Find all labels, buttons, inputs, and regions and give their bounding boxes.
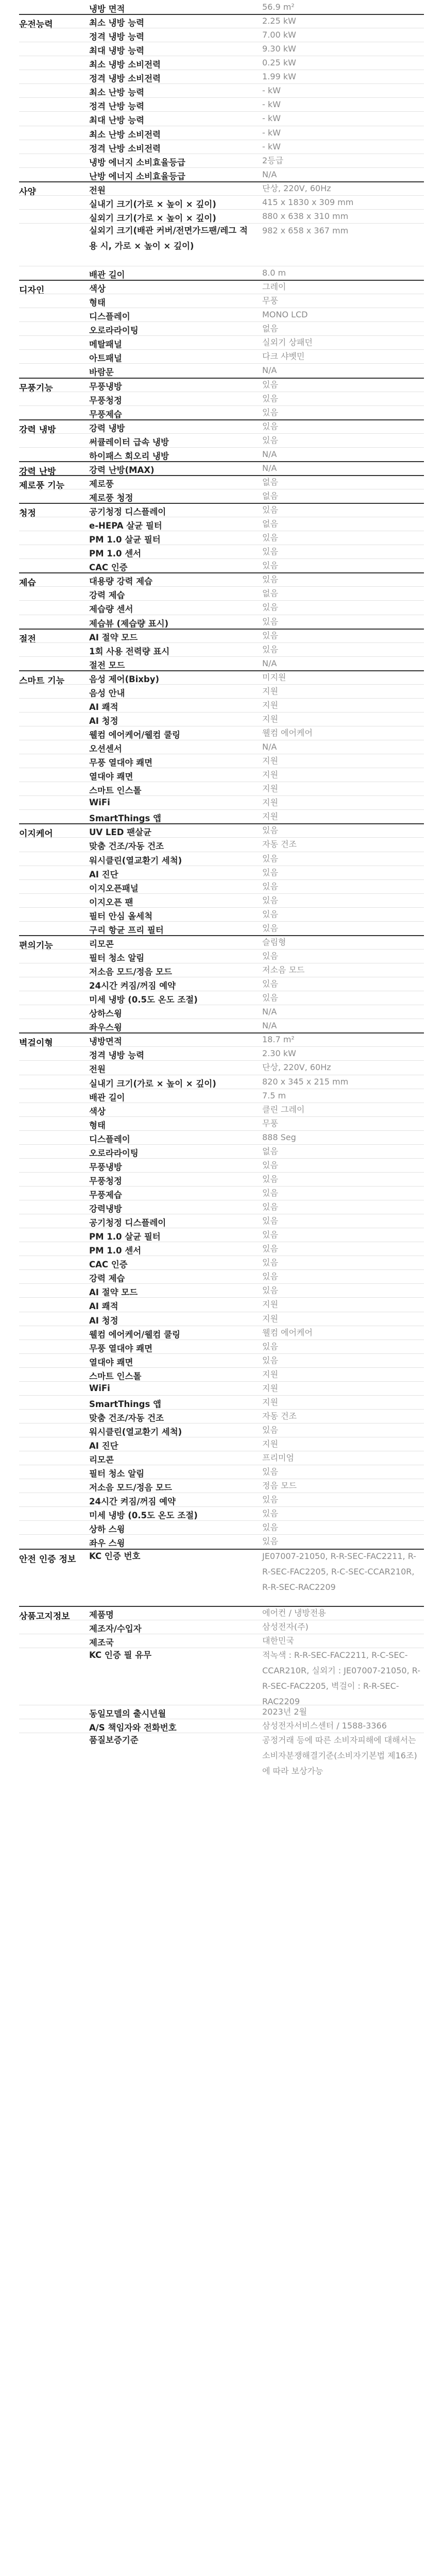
spec-value: 있음	[262, 1285, 278, 1296]
spec-label: 이지오픈패널	[89, 883, 139, 893]
spec-label: 최대 난방 능력	[89, 115, 145, 126]
spec-label: 최소 난방 소비전력	[89, 129, 161, 140]
spec-label: 필터 청소 알림	[89, 953, 145, 963]
spec-label: 최대 냉방 능력	[89, 46, 145, 56]
spec-value: 있음	[262, 825, 278, 836]
spec-label: AI 진단	[89, 1441, 118, 1451]
spec-value: 7.00 kW	[262, 30, 296, 40]
spec-value: 단상, 220V, 60Hz	[262, 1062, 331, 1073]
spec-label: 무풍제습	[89, 1190, 122, 1200]
spec-label: 최소 냉방 소비전력	[89, 60, 161, 70]
spec-value: N/A	[262, 449, 277, 459]
spec-value: 자동 건조	[262, 839, 297, 850]
spec-label: 제조국	[89, 1637, 114, 1648]
spec-value: 있음	[262, 895, 278, 905]
spec-label: 제품명	[89, 1609, 114, 1620]
spec-value: 있음	[262, 993, 278, 1003]
section-category: 무풍기능	[19, 383, 53, 394]
spec-value: 지원	[262, 700, 278, 710]
spec-label: AI 절약 모드	[89, 632, 138, 642]
spec-label: 상하스윙	[89, 1009, 122, 1019]
spec-value: 다크 샤벳민	[262, 351, 305, 362]
spec-value: 있음	[262, 909, 278, 919]
spec-label: 맞춤 건조/자동 건조	[89, 1413, 164, 1423]
spec-value: 무풍	[262, 296, 278, 306]
spec-label: 무풍청정	[89, 395, 122, 405]
spec-value: 있음	[262, 1202, 278, 1212]
spec-label: 써큘레이터 급속 냉방	[89, 437, 169, 447]
spec-value: 415 x 1830 x 309 mm	[262, 197, 354, 207]
spec-label: 제습뷰 (제습량 표시)	[89, 618, 169, 629]
spec-label: 구리 항균 프리 필터	[89, 925, 164, 935]
spec-value: - kW	[262, 86, 281, 96]
spec-value: 지원	[262, 1313, 278, 1324]
spec-value: 그레이	[262, 282, 286, 292]
spec-label: 강력냉방	[89, 1204, 122, 1214]
spec-label: 배관 길이	[89, 1092, 125, 1103]
spec-value: 888 Seg	[262, 1132, 296, 1142]
spec-label: 냉방면적	[89, 1037, 122, 1047]
spec-label: 스마트 인스톨	[89, 1371, 142, 1381]
spec-label: 전원	[89, 185, 106, 195]
spec-label: 무풍청정	[89, 1176, 122, 1186]
spec-value: 있음	[262, 435, 278, 445]
spec-value: 있음	[262, 923, 278, 933]
spec-label: 스마트 인스톨	[89, 786, 142, 796]
spec-value: 있음	[262, 602, 278, 613]
spec-label: 실내기 크기(가로 × 높이 × 깊이)	[89, 199, 216, 209]
spec-value: 2등급	[262, 155, 284, 165]
spec-label: 필터 청소 알림	[89, 1469, 145, 1479]
spec-label: 오로라라이팅	[89, 326, 139, 336]
spec-value: 있음	[262, 574, 278, 585]
spec-label: 형태	[89, 1120, 106, 1130]
spec-label: 강력 난방(MAX)	[89, 465, 155, 475]
spec-label: PM 1.0 살균 필터	[89, 1232, 161, 1242]
spec-value: N/A	[262, 1021, 277, 1031]
spec-value: 지원	[262, 770, 278, 780]
spec-value: 880 x 638 x 310 mm	[262, 211, 349, 221]
spec-label: e-HEPA 살균 필터	[89, 521, 162, 531]
spec-label: PM 1.0 살균 필터	[89, 535, 161, 545]
spec-value: 지원	[262, 686, 278, 696]
spec-value: N/A	[262, 1007, 277, 1017]
section-category: 강력 난방	[19, 466, 56, 477]
spec-value: 있음	[262, 407, 278, 417]
section-category: 제습	[19, 578, 36, 589]
spec-label: 품질보증기준	[89, 1735, 139, 1745]
spec-value: 지원	[262, 756, 278, 766]
spec-label: 난방 에너지 소비효율등급	[89, 171, 185, 181]
spec-value: 없음	[262, 519, 278, 529]
spec-value: 미지원	[262, 672, 286, 682]
spec-label: 웰컴 에어케어/웰컴 쿨링	[89, 1329, 180, 1340]
spec-label: 오션센서	[89, 744, 122, 754]
section-category: 강력 냉방	[19, 425, 56, 435]
spec-value: 지원	[262, 811, 278, 822]
spec-label: 제로풍 청정	[89, 493, 133, 503]
spec-label: 필터 안심 올세척	[89, 911, 153, 921]
spec-value: 있음	[262, 1467, 278, 1477]
spec-label: PM 1.0 센서	[89, 549, 142, 559]
spec-value: 지원	[262, 1369, 278, 1379]
spec-value: N/A	[262, 365, 277, 376]
section-category: 청정	[19, 509, 36, 519]
spec-label: 미세 냉방 (0.5도 온도 조절)	[89, 995, 198, 1005]
spec-value: 있음	[262, 505, 278, 515]
spec-value: 프리미엄	[262, 1453, 294, 1463]
spec-value: 있음	[262, 1258, 278, 1268]
spec-value: 있음	[262, 1216, 278, 1226]
spec-label: 바람문	[89, 367, 114, 378]
spec-value: 있음	[262, 853, 278, 863]
spec-label: 강력 냉방	[89, 423, 125, 433]
spec-label: WiFi	[89, 1383, 110, 1393]
spec-label: CAC 인증	[89, 563, 128, 573]
spec-value: 무풍	[262, 1118, 278, 1128]
spec-value: 있음	[262, 1188, 278, 1198]
spec-label: 최소 난방 능력	[89, 88, 145, 98]
spec-value: 8.0 m	[262, 268, 286, 278]
spec-value: 있음	[262, 616, 278, 626]
spec-label: 리모콘	[89, 939, 114, 949]
spec-label: 이지오픈 팬	[89, 897, 133, 907]
spec-value: 있음	[262, 379, 278, 389]
spec-label: 전원	[89, 1064, 106, 1075]
spec-label: 맞춤 건조/자동 건조	[89, 841, 164, 852]
spec-label: 제조자/수입자	[89, 1623, 142, 1634]
spec-value: 있음	[262, 630, 278, 640]
spec-value: 에어컨 / 냉방전용	[262, 1607, 326, 1618]
spec-value: 있음	[262, 547, 278, 557]
section-category: 운전능력	[19, 20, 53, 30]
spec-label: 냉방 에너지 소비효율등급	[89, 157, 185, 167]
spec-label: 24시간 켜짐/꺼짐 예약	[89, 981, 176, 991]
spec-value: 지원	[262, 1397, 278, 1407]
spec-value: - kW	[262, 99, 281, 110]
spec-value: 지원	[262, 798, 278, 808]
section-category: 이지케어	[19, 829, 53, 840]
spec-value: 지원	[262, 784, 278, 794]
spec-value: 있음	[262, 979, 278, 989]
spec-value: 공정거래 등에 따른 소비자피해에 대해서는 소비자분쟁해결기준(소비자기본법 제16조)에 따라 보상가능	[262, 1735, 417, 1776]
spec-label: 공기청정 디스플레이	[89, 507, 166, 517]
spec-label: 음성 제어(Bixby)	[89, 674, 160, 684]
spec-value: 56.9 m²	[262, 2, 295, 12]
section-category: 제로풍 기능	[19, 480, 65, 491]
spec-value: 지원	[262, 1439, 278, 1449]
spec-value: 0.25 kW	[262, 58, 296, 68]
spec-value: 정음 모드	[262, 1481, 297, 1491]
spec-value: 적녹색 : R-R-SEC-FAC2211, R-C-SEC-CCAR210R, 실외기 : JE07007-21050, R-R-SEC-FAC2205, 벽걸이 : R-R-SEC-RAC2209	[262, 1650, 420, 1706]
section-category: 디자인	[19, 285, 45, 296]
spec-value: 1.99 kW	[262, 72, 296, 82]
spec-label: 실외기 크기(가로 × 높이 × 깊이)	[89, 213, 216, 223]
spec-label: 정격 냉방 능력	[89, 32, 145, 42]
spec-value: 웰컴 에어케어	[262, 1327, 313, 1337]
spec-value: 있음	[262, 1425, 278, 1435]
spec-value: 있음	[262, 1160, 278, 1170]
spec-value: 있음	[262, 951, 278, 961]
spec-value: N/A	[262, 658, 277, 668]
spec-label: 절전 모드	[89, 660, 125, 670]
spec-label: 무풍냉방	[89, 1162, 122, 1172]
spec-value: 있음	[262, 867, 278, 877]
spec-label: WiFi	[89, 798, 110, 808]
spec-label: 제로풍	[89, 479, 114, 489]
spec-label: 워시클린(열교환기 세척)	[89, 1427, 182, 1437]
spec-label: A/S 책임자와 전화번호	[89, 1722, 177, 1733]
spec-value: 820 x 345 x 215 mm	[262, 1076, 349, 1087]
spec-value: 9.30 kW	[262, 44, 296, 54]
spec-value: 있음	[262, 421, 278, 431]
spec-label: SmartThings 앱	[89, 1399, 161, 1409]
spec-label: UV LED 팬살균	[89, 827, 151, 838]
spec-value: 없음	[262, 324, 278, 334]
spec-value: 있음	[262, 1495, 278, 1505]
spec-value: 있음	[262, 561, 278, 571]
spec-label: 디스플레이	[89, 1134, 130, 1144]
spec-label: 무풍냉방	[89, 381, 122, 392]
section-category: 사양	[19, 187, 36, 197]
spec-label: 음성 안내	[89, 688, 125, 698]
spec-value: 저소음 모드	[262, 965, 305, 975]
spec-value: 있음	[262, 1509, 278, 1519]
spec-label: KC 인증 번호	[89, 1551, 141, 1561]
spec-value: 있음	[262, 1536, 278, 1547]
spec-label: 동일모델의 출시년월	[89, 1708, 166, 1719]
spec-label: 무풍제습	[89, 409, 122, 419]
spec-label: AI 절약 모드	[89, 1287, 138, 1298]
spec-label: 색상	[89, 284, 106, 294]
spec-value: 18.7 m²	[262, 1035, 295, 1045]
spec-label: 하이패스 회오리 냉방	[89, 451, 169, 461]
spec-label: 디스플레이	[89, 312, 130, 322]
spec-label: 좌우 스윙	[89, 1538, 125, 1549]
spec-label: 24시간 켜짐/꺼짐 예약	[89, 1497, 176, 1507]
spec-label: PM 1.0 센서	[89, 1246, 142, 1256]
spec-label: 아트패널	[89, 353, 122, 364]
spec-value: 지원	[262, 714, 278, 724]
spec-value: 단상, 220V, 60Hz	[262, 183, 331, 193]
spec-label: 정격 난방 능력	[89, 101, 145, 112]
spec-label: 무풍 열대야 쾌면	[89, 1343, 153, 1353]
spec-value: - kW	[262, 141, 281, 151]
spec-label: 무풍 열대야 쾌면	[89, 758, 153, 768]
spec-label: 형태	[89, 298, 106, 308]
spec-value: 없음	[262, 1146, 278, 1156]
spec-value: 있음	[262, 644, 278, 654]
spec-value: 없음	[262, 490, 278, 501]
spec-label: 제습량 센서	[89, 604, 133, 615]
spec-label: 최소 냉방 능력	[89, 18, 145, 28]
spec-value: 없음	[262, 477, 278, 487]
spec-value: 2.30 kW	[262, 1048, 296, 1059]
spec-value: - kW	[262, 127, 281, 138]
spec-label: 오로라라이팅	[89, 1148, 139, 1158]
spec-value: N/A	[262, 463, 277, 473]
spec-value: 슬림형	[262, 937, 286, 947]
spec-value: 2023년 2월	[262, 1706, 307, 1717]
section-category: 벽걸이형	[19, 1038, 53, 1049]
spec-label: 냉방 면적	[89, 4, 125, 14]
spec-label: 강력 제습	[89, 1274, 125, 1284]
spec-value: 982 x 658 x 367 mm	[262, 225, 349, 235]
spec-label: KC 인증 필 유무	[89, 1650, 152, 1660]
spec-label: 정격 난방 소비전력	[89, 143, 161, 154]
spec-value: 지원	[262, 1299, 278, 1310]
spec-value: 자동 건조	[262, 1411, 297, 1421]
spec-value: MONO LCD	[262, 310, 308, 320]
spec-label: 배관 길이	[89, 270, 125, 280]
section-category: 절전	[19, 634, 36, 645]
spec-label: 실내기 크기(가로 × 높이 × 깊이)	[89, 1078, 216, 1089]
spec-label: 대용량 강력 제습	[89, 577, 153, 587]
spec-label: 리모콘	[89, 1455, 114, 1465]
spec-value: 대한민국	[262, 1635, 294, 1646]
spec-value: N/A	[262, 742, 277, 752]
section-category: 안전 인증 정보	[19, 1554, 76, 1565]
spec-value: - kW	[262, 113, 281, 124]
spec-label: 정격 냉방 소비전력	[89, 74, 161, 84]
section-category: 스마트 기능	[19, 675, 65, 686]
spec-label: AI 청정	[89, 1315, 118, 1326]
spec-value: 있음	[262, 1522, 278, 1533]
spec-label: 강력 제습	[89, 590, 125, 601]
spec-label: 열대야 쾌면	[89, 772, 133, 782]
spec-value: 있음	[262, 1230, 278, 1240]
spec-label: AI 쾌적	[89, 1301, 118, 1312]
spec-value: 있음	[262, 393, 278, 403]
section-category: 편의기능	[19, 940, 53, 951]
spec-label: 1회 사용 전력량 표시	[89, 646, 170, 656]
spec-label: 웰컴 에어케어/웰컴 쿨링	[89, 730, 180, 740]
section-category: 상품고지정보	[19, 1611, 70, 1622]
spec-label: 공기청정 디스플레이	[89, 1218, 166, 1228]
spec-value: 삼성전자(주)	[262, 1621, 309, 1632]
spec-label: AI 진단	[89, 869, 118, 879]
spec-value: JE07007-21050, R-R-SEC-FAC2211, R-R-SEC-FAC2205, R-C-SEC-CCAR210R, R-R-SEC-RAC2209	[262, 1551, 416, 1592]
spec-value: 있음	[262, 1355, 278, 1365]
spec-value: 있음	[262, 1244, 278, 1254]
spec-label: 열대야 쾌면	[89, 1357, 133, 1367]
spec-label: AI 쾌적	[89, 702, 118, 712]
spec-value: 클린 그레이	[262, 1104, 305, 1114]
spec-label: 상하 스윙	[89, 1524, 125, 1535]
spec-label: SmartThings 앱	[89, 814, 161, 824]
spec-label: CAC 인증	[89, 1260, 128, 1270]
spec-value: 있음	[262, 881, 278, 891]
spec-label: 실외기 크기(배관 커버/전면가드팬/레그 적용 시, 가로 × 높이 × 깊이)	[89, 225, 248, 251]
spec-value: 있음	[262, 1341, 278, 1351]
spec-value: 지원	[262, 1383, 278, 1393]
spec-value: 있음	[262, 533, 278, 543]
spec-value: 2.25 kW	[262, 16, 296, 26]
spec-label: 워시클린(열교환기 세척)	[89, 855, 182, 866]
spec-label: 저소음 모드/정음 모드	[89, 967, 172, 977]
spec-label: 메탈패널	[89, 340, 122, 350]
spec-value: 삼성전자서비스센터 / 1588-3366	[262, 1720, 387, 1731]
spec-label: 미세 냉방 (0.5도 온도 조절)	[89, 1511, 198, 1521]
spec-value: N/A	[262, 169, 277, 179]
spec-label: 좌우스윙	[89, 1023, 122, 1033]
spec-value: 있음	[262, 1272, 278, 1282]
spec-value: 실외기 상패던	[262, 337, 313, 348]
spec-value: 7.5 m	[262, 1090, 286, 1100]
spec-value: 웰컴 에어케어	[262, 728, 313, 738]
spec-label: AI 청정	[89, 716, 118, 726]
spec-label: 저소음 모드/정음 모드	[89, 1483, 172, 1493]
spec-value: 있음	[262, 1174, 278, 1184]
spec-label: 정격 냉방 능력	[89, 1050, 145, 1061]
spec-label: 색상	[89, 1106, 106, 1116]
spec-value: 없음	[262, 588, 278, 599]
